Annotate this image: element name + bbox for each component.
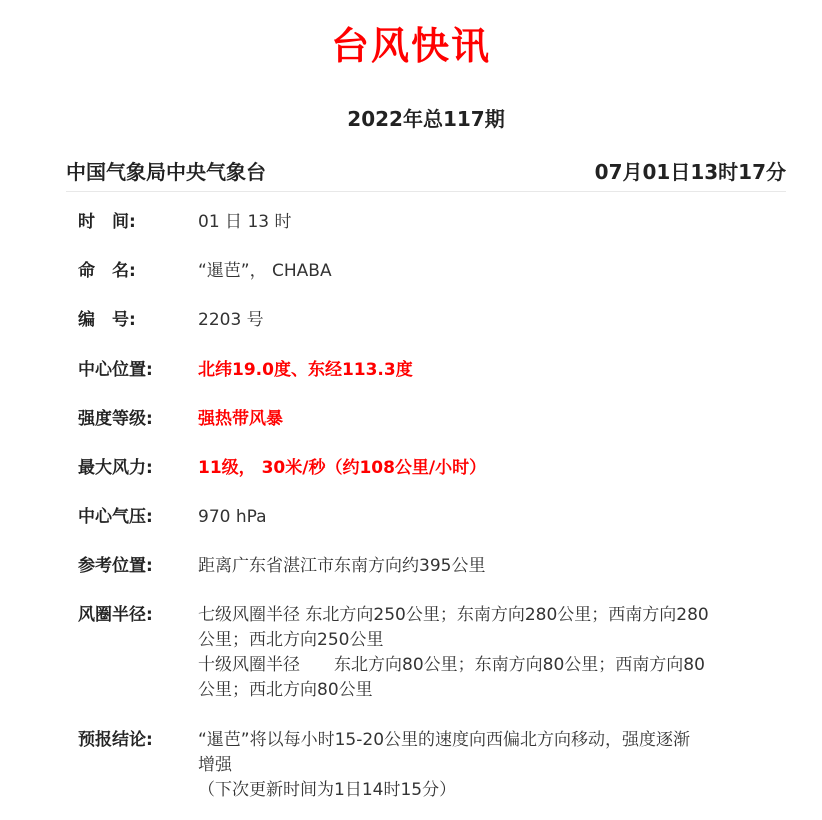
field-value-wind-radius: [198, 603, 778, 703]
forecast-line: 增强: [198, 755, 232, 775]
field-value-max-wind: 11级， 30米/秒（约108公里/小时）: [198, 458, 487, 478]
field-value-name: “暹芭”， CHABA: [198, 261, 332, 281]
forecast-line: “暹芭”将以每小时15-20公里的速度向西偏北方向移动，强度逐渐: [198, 730, 691, 750]
field-value-pressure: 970 hPa: [198, 507, 267, 527]
field-label-forecast: 预报结论:: [78, 730, 153, 750]
bulletin-header: [66, 157, 786, 187]
wind-radius-line: 十级风圈半径 东北方向80公里；东南方向80公里；西南方向80: [198, 655, 705, 675]
field-label-reference-position: 参考位置:: [78, 556, 153, 576]
issue-number: 2022年总117期: [347, 107, 505, 131]
issue-time: 07月01日13时17分: [594, 160, 786, 184]
field-label-name: 命 名:: [78, 261, 136, 281]
forecast-line: （下次更新时间为1日14时15分）: [198, 780, 457, 800]
field-label-number: 编 号:: [78, 310, 136, 330]
field-value-forecast: [198, 728, 778, 803]
field-label-pressure: 中心气压:: [78, 507, 153, 527]
page-title: 台风快讯: [330, 24, 491, 68]
field-value-reference-position: 距离广东省湛江市东南方向约395公里: [198, 556, 486, 576]
field-value-number: 2203 号: [198, 310, 264, 330]
header-divider: [66, 191, 786, 192]
field-label-intensity: 强度等级:: [78, 409, 153, 429]
wind-radius-line: 公里；西北方向80公里: [198, 680, 373, 700]
field-label-wind-radius: 风圈半径:: [78, 605, 153, 625]
wind-radius-line: 公里；西北方向250公里: [198, 630, 384, 650]
field-value-center-position: 北纬19.0度、东经113.3度: [198, 360, 413, 380]
field-value-time: 01 日 13 时: [198, 212, 292, 232]
field-value-intensity: 强热带风暴: [198, 409, 283, 429]
field-label-center-position: 中心位置:: [78, 360, 153, 380]
field-label-time: 时 间:: [78, 212, 136, 232]
wind-radius-line: 七级风圈半径 东北方向250公里；东南方向280公里；西南方向280: [198, 605, 709, 625]
field-label-max-wind: 最大风力:: [78, 458, 153, 478]
issuing-organization: 中国气象局中央气象台: [66, 160, 266, 184]
